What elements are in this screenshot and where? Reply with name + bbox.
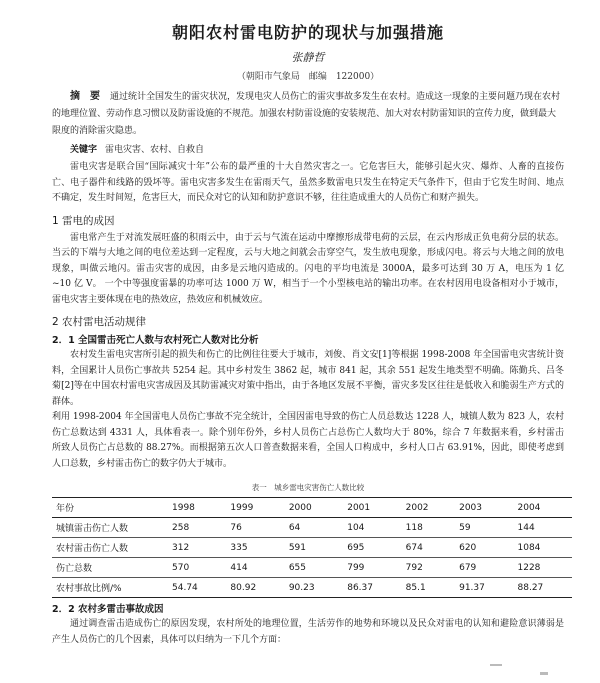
subsection-2-1-heading: 2．1 全国雷击死亡人数与农村死亡人数对比分析 xyxy=(52,335,259,346)
abstract xyxy=(52,88,564,140)
table-header-label: 年份 xyxy=(52,498,168,518)
table-header-cell: 2002 xyxy=(402,498,455,518)
author-name: 张静哲 xyxy=(291,51,325,64)
table-cell: 59 xyxy=(455,518,513,538)
table-cell: 91.37 xyxy=(455,578,513,598)
abstract-text: 通过统计全国发生的雷灾状况，发现电灾人员伤亡的雷灾事故多发生在农村。造成这一现象的主要问题乃现在农村的地理位置、劳动作息习惯以及防雷设施的不规范。加强农村防雷设施的安装规范、加大对农村防雷知识的宣传力度，做到最大限度的消除雷灾隐患。 xyxy=(52,92,561,136)
table-header-cell: 1998 xyxy=(168,498,226,518)
table-caption: 表一 城乡雷电灾害伤亡人数比较 xyxy=(251,483,365,492)
table-row-label: 农村雷击伤亡人数 xyxy=(52,538,168,558)
table-header-cell: 2004 xyxy=(514,498,573,518)
table-cell: 679 xyxy=(455,558,513,578)
table-row xyxy=(52,518,572,538)
table-cell: 76 xyxy=(226,518,284,538)
table-cell: 1084 xyxy=(514,538,573,558)
table-cell: 144 xyxy=(514,518,573,538)
table-cell: 104 xyxy=(343,518,401,538)
table-cell: 792 xyxy=(402,558,455,578)
table-cell: 88.27 xyxy=(514,578,573,598)
table-cell: 85.1 xyxy=(402,578,455,598)
table-cell: 312 xyxy=(168,538,226,558)
table-row-label: 城镇雷击伤亡人数 xyxy=(52,518,168,538)
intro-paragraph: 雷电灾害是联合国“国际减灾十年”公布的最严重的十大自然灾害之一。它危害巨大，能够引起火灾、爆炸、人畜的直接伤亡、电子器件和线路的毁坏等。雷电灾害多发生在雷雨天气，虽然多数雷电只发生在特定天气条件下，但由于它发生时间、地点不确定，发生时间短，危害巨大，而民众对它的认知和防护意识不够，往往造成重大的人员伤亡和财产损失。 xyxy=(52,162,564,203)
table-cell: 695 xyxy=(343,538,401,558)
keywords-label: 关键字 xyxy=(70,145,98,155)
scan-speck xyxy=(540,672,548,675)
table-cell: 570 xyxy=(168,558,226,578)
table-cell: 655 xyxy=(285,558,343,578)
table-cell: 1228 xyxy=(514,558,573,578)
table-cell: 414 xyxy=(226,558,284,578)
keywords-text: 雷电灾害、农村、自救自 xyxy=(105,145,205,155)
table-cell: 799 xyxy=(343,558,401,578)
table-cell: 258 xyxy=(168,518,226,538)
table-header-cell: 1999 xyxy=(226,498,284,518)
table-cell: 118 xyxy=(402,518,455,538)
section-1-paragraph: 雷电常产生于对流发展旺盛的积雨云中，由于云与气流在运动中摩擦形成带电荷的云层，在云内形成正负电荷分层的状态。当云的下端与大地之间的电位差达到一定程度，云与大地之间就会击穿空气，发生放电现象，形成闪电。将云与大地之间的放电现象，叫做云地闪。雷击灾害的成因，由多是云地闪造成的。闪电的平均电流是 3000A，最多可达到 30 万 A，电压为 1 亿~10 亿 V。 一个中等强度雷暴的功率可达 1000 万 W，相当于一个小型核电站的输出功率。在农村因用电设备相对小于城市，雷电灾害主要体现在电的热效应，热效应和机械效应。 xyxy=(52,232,564,305)
table-row-label: 农村事故比例/% xyxy=(52,578,168,598)
table-cell: 620 xyxy=(455,538,513,558)
keywords xyxy=(70,142,564,158)
abstract-label: 摘 要 xyxy=(70,91,100,102)
page-title: 朝阳农村雷电防护的现状与加强措施 xyxy=(171,23,444,42)
table-row xyxy=(52,538,572,558)
section-2-heading: 2 农村雷电活动规律 xyxy=(52,316,147,328)
section-1-heading: 1 雷电的成因 xyxy=(52,214,115,227)
subsection-2-2-paragraph: 通过调查雷击造成伤亡的原因发现，农村所处的地理位置，生活劳作的地势和环境以及民众对雷电的认知和避险意识薄弱是产生人员伤亡的几个因素，具体可以归纳为一下几个方面： xyxy=(52,619,564,645)
table-cell: 335 xyxy=(226,538,284,558)
table-cell: 90.23 xyxy=(285,578,343,598)
table-header-cell: 2003 xyxy=(455,498,513,518)
subsection-2-1-paragraph-1: 农村发生雷电灾害所引起的损失和伤亡的比例往往要大于城市，刘俊、肖文安[1]等根据 1998-2008 年全国雷电灾害统计资料，全国累计人员伤亡事故共 5254 起。其中乡村发生 3862 起，城市 841 起，其余 551 起发生地类型不明确。陈勤兵、吕冬菊[2]等在中国农村雷电灾害成因及其防雷减灾对策中指出，由于各地区发展不平衡，雷灾多发区往往是低收入和脆弱生产方式的群体。 xyxy=(52,350,564,407)
casualty-table xyxy=(52,497,572,598)
table-cell: 80.92 xyxy=(226,578,284,598)
table-cell: 64 xyxy=(285,518,343,538)
table-header-cell: 2000 xyxy=(285,498,343,518)
subsection-2-1-paragraph-2: 利用 1998-2004 年全国雷电人员伤亡事故不完全统计，全国因雷电导致的伤亡人员总数达 1228 人，城镇人数为 823 人，农村伤亡总数达到 4331 人，具体看表一。除个别年份外，乡村人员伤亡占总伤亡人数均大于 80%，综合 7 年数据来看，乡村雷击所致人员伤亡占总数的 88.27%。而根据第五次人口普查数据来看，全国人口构成中，乡村人口占 63.91%，因此，即使考虑到人口总数，乡村雷击伤亡的数字仍大于城市。 xyxy=(52,412,564,469)
scan-speck xyxy=(490,664,502,666)
table-row-label: 伤亡总数 xyxy=(52,558,168,578)
table-cell: 674 xyxy=(402,538,455,558)
table-cell: 86.37 xyxy=(343,578,401,598)
subsection-2-2-heading: 2．2 农村多雷击事故成因 xyxy=(52,604,164,615)
table-header-row xyxy=(52,498,572,518)
table-header-cell: 2001 xyxy=(343,498,401,518)
table-cell: 591 xyxy=(285,538,343,558)
table-row xyxy=(52,558,572,578)
table-row xyxy=(52,578,572,598)
author-affiliation: （朝阳市气象局 邮编 122000） xyxy=(236,72,380,82)
table-cell: 54.74 xyxy=(168,578,226,598)
